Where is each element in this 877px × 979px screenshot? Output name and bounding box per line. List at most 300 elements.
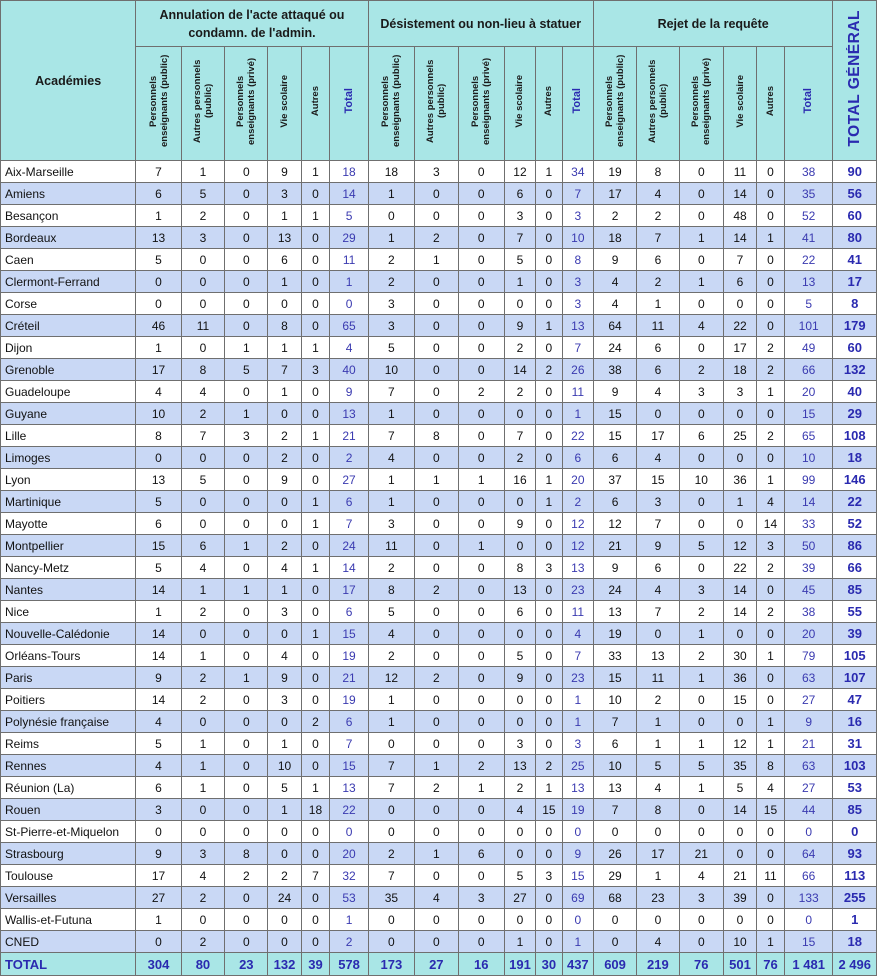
value-cell: 2 [535,755,562,777]
grand-total-cell: 53 [833,777,877,799]
group-total-cell: 13 [330,777,368,799]
value-cell: 3 [504,205,535,227]
group-total-cell: 13 [562,315,593,337]
value-cell: 4 [368,447,414,469]
value-cell: 0 [301,535,330,557]
value-cell: 1 [301,557,330,579]
value-cell: 0 [415,623,458,645]
value-cell: 4 [181,865,224,887]
table-row [1,227,877,249]
subheader-label: Autres [764,85,776,117]
value-cell: 0 [535,667,562,689]
value-cell: 0 [415,601,458,623]
value-cell: 0 [301,601,330,623]
table-row [1,359,877,381]
value-cell: 0 [723,513,756,535]
group-total-cell: 69 [562,887,593,909]
value-cell: 4 [136,711,181,733]
value-cell: 0 [225,623,268,645]
value-cell: 1 [268,733,301,755]
value-cell: 0 [535,227,562,249]
value-cell: 4 [679,865,723,887]
value-cell: 0 [181,447,224,469]
value-cell: 0 [679,205,723,227]
value-cell: 0 [301,645,330,667]
value-cell: 12 [723,535,756,557]
value-cell: 2 [415,777,458,799]
group-total-cell: 38 [784,601,833,623]
value-cell: 0 [757,183,785,205]
value-cell: 0 [268,403,301,425]
academy-name: Clermont-Ferrand [1,271,136,293]
value-cell: 0 [181,271,224,293]
value-cell: 6 [637,249,679,271]
value-cell: 0 [136,271,181,293]
group-total-cell: 15 [330,623,368,645]
academy-name: Rouen [1,799,136,821]
value-cell: 4 [136,381,181,403]
value-cell: 0 [679,161,723,183]
group-total-cell: 9 [562,843,593,865]
subheader-label: Autres [309,85,321,117]
table-row [1,469,877,491]
value-cell: 2 [679,359,723,381]
value-cell: 1 [225,337,268,359]
value-cell: 8 [637,161,679,183]
value-cell: 1 [301,425,330,447]
grand-total-cell: 80 [833,227,877,249]
subheader-annulation-vie-scolaire [268,47,301,161]
value-cell: 0 [458,337,504,359]
grand-total-cell: 113 [833,865,877,887]
value-cell: 1 [181,733,224,755]
table-row [1,293,877,315]
value-cell: 4 [181,381,224,403]
academy-name: Montpellier [1,535,136,557]
value-cell: 0 [181,513,224,535]
value-cell: 7 [637,601,679,623]
value-cell: 1 [136,205,181,227]
value-cell: 0 [225,227,268,249]
value-cell: 0 [415,513,458,535]
value-cell: 0 [415,733,458,755]
value-cell: 15 [757,799,785,821]
value-cell: 6 [504,601,535,623]
group-total-cell: 13 [330,403,368,425]
value-cell: 13 [504,755,535,777]
value-cell: 1 [268,381,301,403]
value-cell: 0 [458,425,504,447]
group-total-cell: 6 [330,711,368,733]
value-cell: 0 [181,293,224,315]
group-total-cell: 38 [784,161,833,183]
value-cell: 18 [723,359,756,381]
group-total-cell: 29 [330,227,368,249]
value-cell: 3 [504,733,535,755]
group-total-cell: 0 [562,909,593,931]
subheader-label: Personnels enseignants (public) [604,54,627,148]
group-total-cell: 7 [562,645,593,667]
academy-name: Aix-Marseille [1,161,136,183]
group-total-cell: 19 [330,689,368,711]
value-cell: 3 [415,161,458,183]
table-row [1,799,877,821]
value-cell: 24 [593,579,636,601]
value-cell: 0 [723,623,756,645]
group-total-cell: 1 [562,931,593,953]
table-row [1,161,877,183]
value-cell: 0 [679,249,723,271]
value-cell: 8 [368,579,414,601]
group-total-cell: 2 [330,447,368,469]
value-cell: 12 [593,513,636,535]
value-cell: 0 [504,821,535,843]
value-cell: 4 [637,579,679,601]
subheader-label: Personnels enseignants (privé) [235,57,258,145]
value-cell: 0 [225,689,268,711]
value-cell: 1 [225,535,268,557]
value-cell: 0 [679,557,723,579]
grand-total-cell: 105 [833,645,877,667]
value-cell: 2 [181,931,224,953]
value-cell: 0 [415,799,458,821]
value-cell: 0 [504,491,535,513]
value-cell: 10 [136,403,181,425]
value-cell: 14 [757,513,785,535]
value-cell: 1 [415,469,458,491]
total-row [1,953,877,976]
value-cell: 3 [368,293,414,315]
value-cell: 3 [368,315,414,337]
value-cell: 0 [268,909,301,931]
academy-name: Wallis-et-Futuna [1,909,136,931]
table-row [1,403,877,425]
value-cell: 0 [679,293,723,315]
value-cell: 0 [757,689,785,711]
value-cell: 0 [458,821,504,843]
value-cell: 4 [679,315,723,337]
subheader-label: Total [571,88,584,114]
value-cell: 0 [415,865,458,887]
value-cell: 4 [415,887,458,909]
academy-name: Lyon [1,469,136,491]
value-cell: 7 [136,161,181,183]
value-cell: 3 [268,689,301,711]
value-cell: 5 [368,601,414,623]
value-cell: 6 [637,557,679,579]
grand-total-header-label: TOTAL GÉNÉRAL [845,9,863,147]
group-header-annulation: Annulation de l'acte attaqué ou condamn. de l'admin. [136,1,368,47]
value-cell: 0 [301,579,330,601]
value-cell: 10 [368,359,414,381]
value-cell: 0 [458,557,504,579]
value-cell: 3 [136,799,181,821]
academy-name: Amiens [1,183,136,205]
grand-total-cell: 17 [833,271,877,293]
value-cell: 0 [301,469,330,491]
value-cell: 2 [268,447,301,469]
value-cell: 4 [268,557,301,579]
value-cell: 4 [268,645,301,667]
value-cell: 2 [268,865,301,887]
group-total-cell: 1 [562,403,593,425]
group-total-cell: 13 [562,777,593,799]
group-total-cell: 50 [784,535,833,557]
value-cell: 5 [504,645,535,667]
table-row [1,491,877,513]
grand-total-cell: 108 [833,425,877,447]
grand-total-cell: 47 [833,689,877,711]
value-cell: 15 [593,403,636,425]
group-total-cell: 45 [784,579,833,601]
value-cell: 0 [757,249,785,271]
grand-total-cell: 60 [833,205,877,227]
value-cell: 3 [458,887,504,909]
grand-total-cell: 8 [833,293,877,315]
value-cell: 0 [504,623,535,645]
subheader-label: Vie scolaire [514,74,526,128]
grand-total-header [833,1,877,161]
subheader-desistement-personnels-enseignants-prive [458,47,504,161]
group-total-cell: 49 [784,337,833,359]
value-cell: 1 [757,711,785,733]
group-total-cell: 15 [784,931,833,953]
subheader-rejet-autres-personnels-public [637,47,679,161]
value-cell: 0 [136,931,181,953]
grand-total-cell: 60 [833,337,877,359]
value-cell: 0 [301,689,330,711]
group-header-desistement: Désistement ou non-lieu à statuer [368,1,593,47]
value-cell: 0 [268,931,301,953]
value-cell: 0 [535,645,562,667]
value-cell: 0 [757,403,785,425]
grand-total-cell: 85 [833,799,877,821]
academy-name: Corse [1,293,136,315]
group-total-cell: 11 [562,601,593,623]
value-cell: 14 [136,645,181,667]
subheader-label: Vie scolaire [734,74,746,128]
value-cell: 5 [225,359,268,381]
value-cell: 0 [225,491,268,513]
subheader-rejet-vie-scolaire [723,47,756,161]
value-cell: 0 [757,667,785,689]
value-cell: 14 [723,183,756,205]
group-total-cell: 20 [562,469,593,491]
group-total-cell: 22 [330,799,368,821]
value-cell: 2 [181,205,224,227]
value-cell: 0 [268,491,301,513]
value-cell: 4 [637,777,679,799]
group-total-cell: 2 [562,491,593,513]
value-cell: 14 [723,579,756,601]
value-cell: 13 [136,469,181,491]
value-cell: 17 [593,183,636,205]
value-cell: 0 [679,799,723,821]
group-total-cell: 53 [330,887,368,909]
value-cell: 0 [535,205,562,227]
grand-total-cell: 40 [833,381,877,403]
value-cell: 6 [136,513,181,535]
value-cell: 0 [679,513,723,535]
value-cell: 0 [679,403,723,425]
value-cell: 26 [593,843,636,865]
value-cell: 8 [757,755,785,777]
group-total-cell: 1 481 [784,953,833,976]
value-cell: 0 [301,381,330,403]
academy-name: Toulouse [1,865,136,887]
group-total-cell: 64 [784,843,833,865]
group-total-cell: 17 [330,579,368,601]
grand-total-cell: 16 [833,711,877,733]
value-cell: 1 [679,227,723,249]
grand-total-cell: 132 [833,359,877,381]
group-total-cell: 11 [562,381,593,403]
value-cell: 3 [679,579,723,601]
value-cell: 0 [458,205,504,227]
value-cell: 0 [757,315,785,337]
value-cell: 0 [301,183,330,205]
value-cell: 15 [136,535,181,557]
group-total-cell: 15 [784,403,833,425]
value-cell: 0 [757,161,785,183]
subheader-desistement-autres-personnels-public [415,47,458,161]
value-cell: 18 [368,161,414,183]
value-cell: 0 [757,271,785,293]
value-cell: 0 [757,623,785,645]
value-cell: 0 [415,535,458,557]
value-cell: 0 [136,293,181,315]
subheader-rejet-personnels-enseignants-public [593,47,636,161]
grand-total-cell: 0 [833,821,877,843]
value-cell: 0 [225,755,268,777]
value-cell: 2 [535,359,562,381]
group-total-cell: 66 [784,359,833,381]
value-cell: 12 [723,733,756,755]
value-cell: 9 [268,161,301,183]
group-total-cell: 11 [330,249,368,271]
value-cell: 0 [535,513,562,535]
value-cell: 0 [723,909,756,931]
value-cell: 21 [593,535,636,557]
table-row [1,645,877,667]
value-cell: 22 [723,315,756,337]
value-cell: 0 [415,271,458,293]
value-cell: 27 [136,887,181,909]
value-cell: 13 [593,777,636,799]
value-cell: 2 [458,381,504,403]
value-cell: 7 [368,425,414,447]
group-total-cell: 3 [562,733,593,755]
value-cell: 6 [679,425,723,447]
value-cell: 3 [225,425,268,447]
value-cell: 0 [757,887,785,909]
value-cell: 3 [757,535,785,557]
value-cell: 1 [368,711,414,733]
value-cell: 0 [181,799,224,821]
subheader-label: Vie scolaire [279,74,290,128]
value-cell: 0 [225,161,268,183]
value-cell: 3 [637,491,679,513]
value-cell: 2 [368,271,414,293]
table-row [1,381,877,403]
value-cell: 1 [268,271,301,293]
value-cell: 0 [458,711,504,733]
value-cell: 7 [593,711,636,733]
value-cell: 1 [301,491,330,513]
value-cell: 2 [757,425,785,447]
group-total-cell: 40 [330,359,368,381]
value-cell: 2 [757,337,785,359]
value-cell: 2 [415,227,458,249]
value-cell: 0 [535,843,562,865]
value-cell: 0 [415,337,458,359]
value-cell: 0 [225,249,268,271]
value-cell: 0 [225,271,268,293]
academy-name: Nantes [1,579,136,601]
value-cell: 1 [368,689,414,711]
value-cell: 11 [637,667,679,689]
value-cell: 14 [504,359,535,381]
subheader-label: Autres [543,85,555,117]
value-cell: 8 [225,843,268,865]
value-cell: 2 [181,403,224,425]
academy-name: Guadeloupe [1,381,136,403]
value-cell: 0 [415,315,458,337]
value-cell: 1 [679,667,723,689]
value-cell: 4 [637,931,679,953]
value-cell: 15 [723,689,756,711]
subheader-desistement-autres [535,47,562,161]
subheader-annulation-personnels-enseignants-prive [225,47,268,161]
table-row [1,733,877,755]
value-cell: 64 [593,315,636,337]
value-cell: 6 [136,777,181,799]
subheader-annulation-total [330,47,368,161]
value-cell: 1 [225,667,268,689]
academy-name: St-Pierre-et-Miquelon [1,821,136,843]
value-cell: 0 [415,821,458,843]
value-cell: 5 [679,755,723,777]
group-total-cell: 1 [330,271,368,293]
value-cell: 18 [593,227,636,249]
group-total-cell: 33 [784,513,833,535]
group-total-cell: 9 [784,711,833,733]
value-cell: 39 [301,953,330,976]
group-total-cell: 66 [784,865,833,887]
value-cell: 0 [679,931,723,953]
value-cell: 0 [504,535,535,557]
value-cell: 1 [415,249,458,271]
group-total-cell: 1 [562,689,593,711]
academy-name: Grenoble [1,359,136,381]
value-cell: 2 [504,777,535,799]
value-cell: 219 [637,953,679,976]
value-cell: 2 [368,645,414,667]
group-total-cell: 44 [784,799,833,821]
value-cell: 0 [301,447,330,469]
group-total-cell: 23 [562,667,593,689]
value-cell: 0 [181,711,224,733]
subheader-label: Autres personnels (public) [191,59,214,143]
value-cell: 3 [723,381,756,403]
value-cell: 0 [415,557,458,579]
value-cell: 0 [535,601,562,623]
grand-total-cell: 52 [833,513,877,535]
value-cell: 0 [535,909,562,931]
value-cell: 1 [535,777,562,799]
value-cell: 0 [458,491,504,513]
value-cell: 11 [368,535,414,557]
